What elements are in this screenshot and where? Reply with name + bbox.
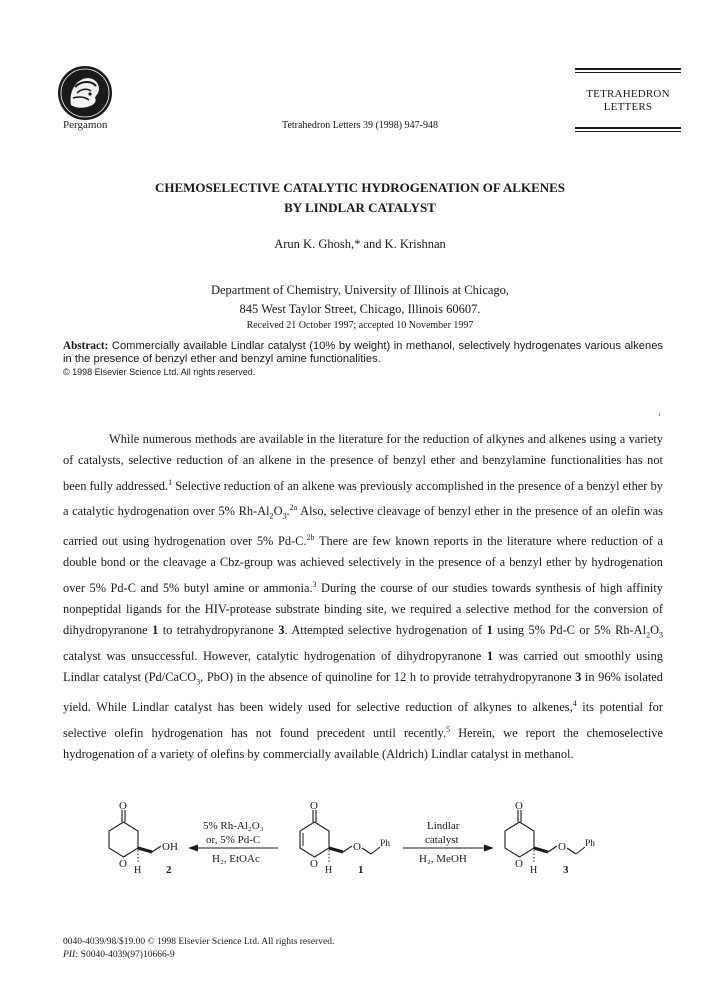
- subscript: 2: [269, 511, 274, 521]
- journal-masthead: [575, 68, 681, 134]
- hydroxyl-label: OH: [162, 841, 178, 853]
- punctuation: .: [286, 504, 290, 519]
- ether-oxygen: O: [558, 841, 566, 853]
- journal-name-line2: LETTERS: [603, 101, 653, 113]
- phenyl-label: Ph: [380, 839, 391, 849]
- body-sentence: Also, selective cleavage of benzyl ether in the presence of an olefin was carried out using hydrogenation over 5% Pd-C.: [63, 504, 663, 549]
- abstract: [63, 340, 663, 366]
- body-sentence: catalyst was unsuccessful. However, catalytic hydrogenation of dihydropyranone: [63, 649, 487, 664]
- masthead-rule: [575, 72, 681, 74]
- reference-marker: 1: [168, 477, 173, 487]
- body-sentence: to tetrahydropyranone: [158, 623, 279, 638]
- abstract-label: Abstract:: [63, 340, 109, 352]
- journal-name: [575, 75, 681, 127]
- body-sentence: There are few known reports in the literature where reduction of a double bond or the cleavage a Cbz-group was achieved selectively in the presence of a benzyl ether by hydrogenation over 5% Pd-C and 5% butyl amine or ammonia.: [63, 534, 663, 595]
- subscript: 3: [659, 630, 664, 640]
- body-sentence: While numerous methods are available in the literature for the reduction of alkynes and alkenes using a variety of catalysts, selective reduction of an alkene in the presence of benzyl ether and benzylamine functionalities has not been fully addressed.: [63, 432, 663, 493]
- pii-line: [63, 949, 334, 962]
- ether-oxygen: O: [353, 841, 361, 853]
- subscript: 3: [282, 511, 287, 521]
- left-condition-3: H₂, EtOAc: [212, 853, 260, 865]
- left-condition-1: 5% Rh-Al₂O₃: [203, 820, 264, 832]
- body-sentence: its potential for selective olefin hydrogenation has not found precedent until recently.: [63, 700, 663, 740]
- ring-oxygen: O: [310, 858, 318, 870]
- formula-element: O: [650, 623, 660, 638]
- journal-citation: Tetrahedron Letters 39 (1998) 947-948: [282, 120, 438, 131]
- compound-1-structure: [300, 800, 390, 876]
- body-sentence: Selective reduction of an alkene was previously accomplished in the presence of a benzyl ether by a catalytic hydrogenation over 5% Rh-Al: [63, 478, 663, 519]
- pii-label: PII:: [63, 950, 79, 960]
- affiliation: [0, 281, 720, 319]
- title-line2: BY LINDLAR CATALYST: [284, 200, 436, 215]
- masthead-rule: [575, 68, 681, 70]
- ring-oxygen: O: [119, 858, 127, 870]
- pii-value: S0040-4039(97)10666-9: [78, 950, 175, 960]
- body-sentence: in 96% isolated yield. While Lindlar catalyst has been widely used for selective reduction of alkynes to alkenes,: [63, 670, 663, 715]
- body-sentence: During the course of our studies towards synthesis of high affinity nonpeptidal ligands for the HIV-protease substrate binding site, we required a selective method for the conversion of dihydropyranone: [63, 580, 664, 638]
- article-title: [0, 178, 720, 218]
- reaction-scheme: [60, 800, 680, 905]
- reference-marker: 2a: [289, 503, 298, 513]
- right-condition-2: catalyst: [425, 834, 459, 846]
- masthead-rule: [575, 127, 681, 129]
- reference-marker: 2b: [306, 532, 315, 542]
- copyright-notice: © 1998 Elsevier Science Ltd. All rights reserved.: [63, 367, 256, 377]
- compound-number: 1: [486, 649, 494, 664]
- body-paragraph: [63, 429, 663, 765]
- journal-name-line1: TETRAHEDRON: [586, 88, 670, 100]
- right-condition-3: H₂, MeOH: [419, 853, 467, 865]
- body-sentence: was carried out smoothly using Lindlar catalyst (Pd/CaCO: [63, 649, 663, 685]
- issn-line: 0040-4039/98/$19.00 © 1998 Elsevier Science Ltd. All rights reserved.: [63, 937, 335, 947]
- ring-oxygen: O: [515, 858, 523, 870]
- compound-2-structure: [109, 800, 178, 876]
- carbonyl-oxygen: O: [515, 800, 523, 812]
- carbonyl-oxygen: O: [119, 800, 127, 812]
- reference-marker: 3: [312, 579, 317, 589]
- abstract-text: Commercially available Lindlar catalyst (10% by weight) in methanol, selectively hydrogenates various alkenes in the presence of benzyl ether and benzyl amine functionalities.: [63, 340, 664, 365]
- compound-number: 1: [486, 623, 493, 638]
- formula-element: O: [273, 504, 283, 519]
- compound-number: 3: [575, 670, 582, 685]
- publisher-name: Pergamon: [63, 119, 108, 131]
- masthead-rule: [575, 131, 681, 133]
- compound-1-number: 1: [358, 864, 364, 876]
- affiliation-line1: Department of Chemistry, University of Illinois at Chicago,: [210, 283, 510, 297]
- reference-marker: 4: [572, 699, 577, 709]
- subscript: 2: [646, 630, 651, 640]
- stereo-hydrogen: H: [134, 865, 142, 876]
- carbonyl-oxygen: O: [310, 800, 318, 812]
- compound-3-number: 3: [563, 864, 569, 876]
- left-condition-2: or, 5% Pd-C: [206, 834, 261, 846]
- right-arrow-head: [484, 845, 494, 852]
- footer: [63, 936, 334, 962]
- body-sentence: , PbO) in the absence of quinoline for 12 h to provide tetrahydropyranone: [200, 670, 576, 685]
- reference-marker: 5: [446, 724, 451, 734]
- stereo-hydrogen: H: [530, 865, 538, 876]
- received-dates: Received 21 October 1997; accepted 10 November 1997: [246, 320, 474, 331]
- compound-3-structure: [505, 800, 595, 876]
- body-sentence: Herein, we report the chemoselective hydrogenation of a variety of olefins by commercially available (Aldrich) Lindlar catalyst in methanol.: [63, 725, 664, 762]
- compound-number: 1: [152, 623, 159, 638]
- title-line1: CHEMOSELECTIVE CATALYTIC HYDROGENATION OF ALKENES: [154, 180, 566, 195]
- stereo-hydrogen: H: [325, 865, 333, 876]
- subscript: 3: [196, 677, 201, 687]
- compound-number: 3: [278, 623, 285, 638]
- left-arrow-head: [188, 845, 198, 852]
- body-text: [63, 429, 663, 765]
- phenyl-label: Ph: [585, 839, 596, 849]
- body-sentence: . Attempted selective hydrogenation of: [284, 623, 487, 638]
- pergamon-logo: [57, 65, 113, 121]
- margin-mark: [659, 413, 660, 416]
- affiliation-line2: 845 West Taylor Street, Chicago, Illinois 60607.: [239, 302, 481, 316]
- right-condition-1: Lindlar: [427, 820, 460, 832]
- authors: Arun K. Ghosh,* and K. Krishnan: [274, 237, 446, 251]
- compound-2-number: 2: [166, 864, 172, 876]
- body-sentence: using 5% Pd-C or 5% Rh-Al: [492, 623, 647, 638]
